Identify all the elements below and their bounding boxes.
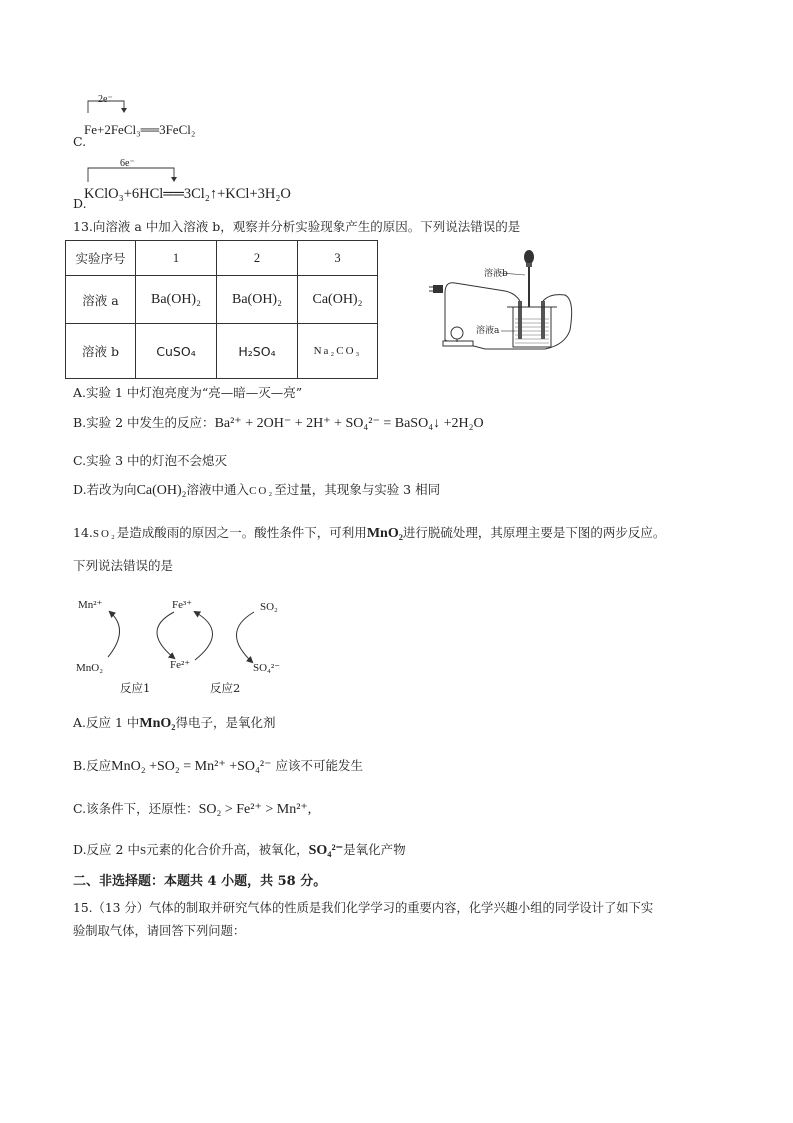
diagram-reaction2-label: 反应2 [210,681,241,695]
header-cell: 1 [136,241,217,276]
table-cell: Ba(OH)₂ [217,276,298,324]
q14-option-d-mid: 元素的化合价升高，被氧化， [146,842,309,857]
q14-option-a-prefix: A.反应 1 中 [73,715,140,730]
q13-option-d-formula1: Ca(OH)₂ [136,483,187,498]
q14-option-d-so4: SO₄²⁻ [308,843,344,858]
q14-option-d-suffix: 是氧化产物 [343,842,406,857]
q14-stem-line2: 下列说法错误的是 [73,558,174,573]
electron-count-d: 6e⁻ [120,158,135,169]
q14-stem-text2: 进行脱硫处理，其原理主要是下图的两步反应。 [402,525,666,540]
q13-option-b-prefix: B.实验 2 中发生的反应： [73,415,215,430]
apparatus-label-a: 溶液a [476,326,500,336]
row-label: 溶液 a [66,276,136,324]
row-label: 溶液 b [66,324,136,379]
q13-option-d-mid: 溶液中通入 [186,482,250,497]
q13-option-d-suffix: 至过量，其现象与实验 3 相同 [274,482,441,497]
q15-line2: 验制取气体，请回答下列问题： [73,924,246,938]
q13-option-b [73,414,484,433]
header-cell: 实验序号 [66,241,136,276]
diagram-reaction1-label: 反应1 [120,681,151,695]
table-cell: Ca(OH)₂ [298,276,378,324]
diagram-mn2: Mn²⁺ [78,599,103,611]
experiment-table [65,240,378,379]
section-title: 二、非选择题：本题共 4 小题，共 58 分。 [73,874,327,889]
q14-option-d-s: S [139,845,147,857]
table-cell: Na₂CO₃ [298,324,378,379]
q13-option-d [73,481,440,500]
q13-stem: 13.向溶液 a 中加入溶液 b，观察并分析实验现象产生的原因。下列说法错误的是 [73,219,521,234]
option-d-equation: KClO₃+6HCl══3Cl₂↑+KCl+3H₂O [84,186,291,202]
q14-option-a-suffix: 得电子，是氧化剂 [175,715,276,730]
q13-option-d-formula2: CO₂ [249,485,275,497]
table-cell: H₂SO₄ [217,324,298,379]
header-cell: 3 [298,241,378,276]
q13-option-a: A.实验 1 中灯泡亮度为“亮—暗—灭—亮” [73,385,303,400]
q14-stem-number: 14. [73,525,93,540]
q14-option-b-formula: MnO₂ +SO₂ = Mn²⁺ +SO₄²⁻ [111,759,272,774]
option-c-letter: C. [73,134,87,149]
diagram-fe3: Fe³⁺ [172,599,193,611]
q14-stem-text1: 是造成酸雨的原因之一。酸性条件下，可利用 [116,525,367,540]
q14-option-c-formula: SO₂ > Fe²⁺ > Mn²⁺, [198,802,312,817]
q14-option-d [73,841,406,860]
option-d-letter: D. [73,196,87,211]
q13-option-c: C.实验 3 中的灯泡不会熄灭 [73,453,227,468]
diagram-so2: SO₂ [260,601,278,613]
q14-stem-so2: SO₂ [92,528,117,540]
q14-option-c-prefix: C.该条件下，还原性： [73,801,199,816]
diagram-fe2: Fe²⁺ [170,659,191,671]
q14-option-a-formula: MnO₂ [139,716,176,731]
q14-stem-mno2: MnO₂ [366,526,403,541]
conductivity-apparatus-diagram [425,245,585,360]
table-cell: Ba(OH)₂ [136,276,217,324]
q13-option-b-formula: Ba²⁺ + 2OH⁻ + 2H⁺ + SO₄²⁻ = BaSO₄↓ +2H₂O [214,416,484,431]
q15-line1: 15.（13 分）气体的制取并研究气体的性质是我们化学学习的重要内容，化学兴趣小组的同学设计了如下实 [73,901,654,915]
q14-option-b-prefix: B.反应 [73,758,112,773]
q14-option-a [73,714,276,733]
q13-option-d-prefix: D.若改为向 [73,482,137,497]
electron-transfer-arrow-d [84,158,194,184]
electron-count-c: 2e⁻ [98,94,113,105]
q14-option-b-suffix: 应该不可能发生 [275,758,363,773]
diagram-mno2: MnO₂ [76,662,104,674]
q14-stem [73,524,665,543]
option-c-equation: Fe+2FeCl₃══3FeCl₂ [84,122,196,137]
diagram-so4: SO₄²⁻ [253,662,281,674]
apparatus-label-b: 溶液b [484,269,508,279]
header-cell: 2 [217,241,298,276]
q14-option-d-prefix: D.反应 2 中 [73,842,140,857]
q14-option-b [73,757,363,776]
table-cell: CuSO₄ [136,324,217,379]
q14-option-c [73,800,311,819]
